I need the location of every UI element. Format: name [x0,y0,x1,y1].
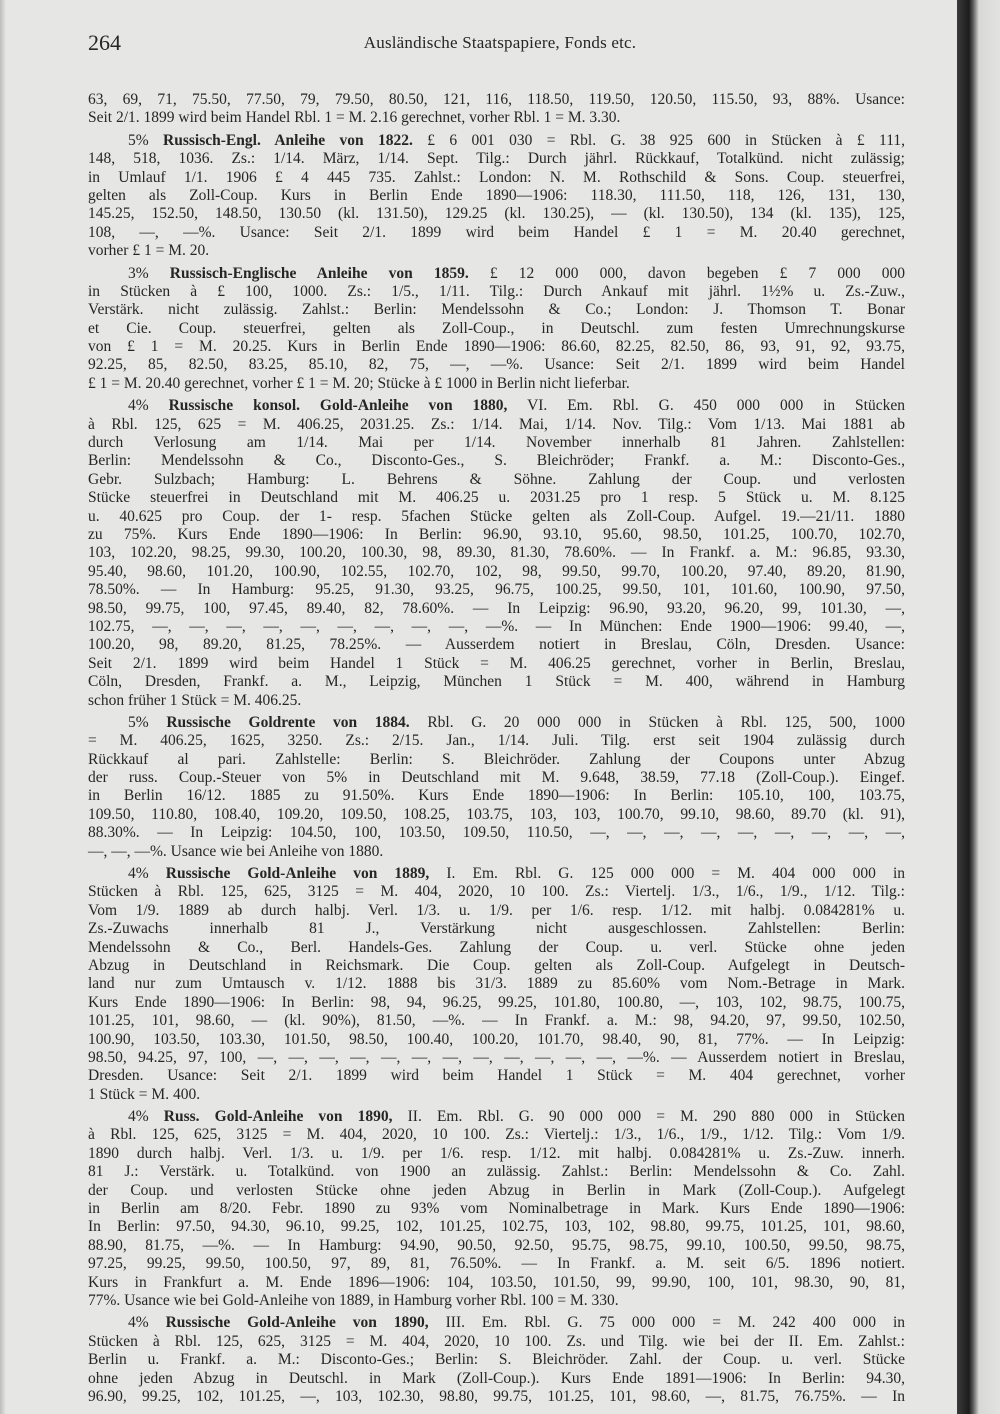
text-line [88,1163,905,1181]
line-text: II. Em. Rbl. G. 90 000 000 = M. 290 880 000 in Stücken [407,1108,905,1126]
line-text: in Berlin am 8/20. Febr. 1890 zu 93% vom Nominalbetrage in Mark. Kurs Ende 1890—1906: [88,1200,905,1218]
text-line [88,939,905,957]
line-text: in Stücken à £ 100, 1000. Zs.: 1/5., 1/11. Tilg.: Durch Ankauf mit jährl. 1½% u. Zs.-Zuw., [88,282,905,300]
text-line [88,1049,905,1067]
line-text: 1890 durch halbj. Verl. 1/3. u. 1/9. per 1/6. resp. 1/12. mit halbj. 0.084281% u. Zs.-Zuw. innerh. [88,1144,905,1162]
line-text: schon früher 1 Stück = M. 406.25. [88,691,302,709]
text-line [88,150,905,168]
line-text: ohne jeden Abzug in Deutschl. in Mark (Zoll-Coup.). Kurs Ende 1891—1906: In Berlin: 94.30, [88,1369,905,1387]
text-line [88,1370,905,1388]
line-text: VI. Em. Rbl. G. 450 000 000 in Stücken [527,397,905,415]
text-line [88,1333,905,1351]
text-line [88,618,905,636]
line-text: Stücken à Rbl. 125, 625, 3125 = M. 404, 2020, 10 100. Zs.: Viertelj. 1/3., 1/6., 1/9., 1/12. Tilg.: [88,883,905,901]
text-line [88,338,905,356]
line-text: £ 12 000 000, davon begeben £ 7 000 000 [489,264,905,282]
bond-title: Russische konsol. Gold-Anleihe von 1880, [168,397,508,415]
bond-entry [88,132,905,261]
line-text: 63, 69, 71, 75.50, 77.50, 79, 79.50, 80.50, 121, 116, 118.50, 119.50, 120.50, 115.50, 93, 88%. Usance: [88,91,905,108]
text-line [88,434,905,452]
text-line [88,320,905,338]
line-text: Abzug in Deutschland in Reichsmark. Die Coup. gelten als Zoll-Coup. Aufgelegt in Deutsch- [88,956,905,974]
text-line [88,132,905,150]
line-text: in Berlin 16/12. 1885 zu 91.50%. Kurs Ende 1890—1906: In Berlin: 105.10, 100, 103.75, [88,787,905,805]
line-text: 97.25, 99.25, 99.50, 100.50, 97, 89, 81, 76.50%. — In Frankf. a. M. seit 6/5. 1896 notiert. [88,1255,905,1273]
body-text [88,91,905,1406]
line-text: Berlin u. Frankf. a. M.: Disconto-Ges.; Berlin: S. Bleichröder. Zahl. der Coup. u. verl. Stücke [88,1351,905,1369]
line-text: Rückkauf al pari. Zahlstelle: Berlin: S. Bleichröder. Zahlung der Coupons unter Abzug [88,750,905,768]
line-text: 77%. Usance wie bei Gold-Anleihe von 1889, in Hamburg vorher Rbl. 100 = M. 330. [88,1292,619,1309]
text-line [88,1145,905,1163]
text-line [88,187,905,205]
bond-title: Russische Gold-Anleihe von 1889, [165,865,430,883]
line-text: 148, 518, 1036. Zs.: 1/14. März, 1/14. Sept. Tilg.: Durch jährl. Rückkauf, Totalkünd. nicht zulässig; [88,150,905,168]
line-text: 1 Stück = M. 400. [88,1085,201,1103]
running-title: Ausländische Staatspapiere, Fonds etc. [363,33,637,52]
line-text: in Umlauf 1/1. 1906 £ 4 445 735. Zahlst.: London: N. M. Rothschild & Sons. Coup. steuerfrei, [88,168,905,186]
text-line [88,1031,905,1049]
text-line [88,471,905,489]
line-text: Seit 2/1. 1899 wird beim Handel 1 Stück = M. 406.25 gerechnet, vorher in Berlin, Breslau, [88,654,905,672]
line-text: 103, 102.20, 98.25, 99.30, 100.20, 100.30, 98, 89.30, 81.30, 78.60%. — In Frankf. a. M.: 96.85, 93.30, [88,544,905,562]
text-line [88,865,905,883]
line-text: à Rbl. 125, 625, 3125 = M. 404, 2020, 10 100. Zs.: Viertelj.: 1/3., 1/6., 1/9., 1/12. Tilg.: Vom 1/9. [88,1126,905,1144]
text-line [88,508,905,526]
text-line [88,1086,905,1104]
line-text: Vom 1/9. 1889 ab durch halbj. Verl. 1/3. u. 1/9. per 1/6. resp. 1/12. mit halbj. 0.084281% u. [88,901,905,919]
text-line [88,375,905,393]
bond-title: Russische Gold-Anleihe von 1890, [165,1314,429,1332]
line-text: von £ 1 = M. 20.25. Kurs in Berlin Ende 1890—1906: 86.60, 82.25, 82.50, 86, 93, 91, 92, 93.75, [88,338,905,356]
text-line [88,1255,905,1273]
text-line [88,356,905,374]
bond-entry [88,1314,905,1406]
text-line [88,1218,905,1236]
text-line [88,224,905,242]
text-line [88,1314,905,1332]
line-text: land nur zum Umtausch v. 1/12. 1888 bis 31/3. 1889 zu 85.60% vom Nom.-Betrage in Mark. [88,975,905,993]
line-text: Rbl. G. 20 000 000 in Stücken à Rbl. 125, 500, 1000 [427,713,905,731]
bond-title: Russisch-Engl. Anleihe von 1822. [163,131,413,149]
line-text: zu 75%. Kurs Ende 1890—1906: In Berlin: 96.90, 93.10, 95.60, 98.50, 101.25, 100.70, 102.70, [88,525,905,543]
line-text: vorher £ 1 = M. 20. [88,242,210,260]
text-line [88,397,905,415]
text-line [88,902,905,920]
line-text: Cöln, Dresden, Frankf. a. M., Leipzig, München 1 Stück = M. 400, während in Hamburg [88,673,905,691]
interest-rate: 4% [128,1108,149,1126]
bond-title: Russisch-Englische Anleihe von 1859. [169,264,469,282]
text-line [88,806,905,824]
text-line [88,452,905,470]
text-line [88,957,905,975]
line-text: £ 1 = M. 20.40 gerechnet, vorher £ 1 = M. 20; Stücke à £ 1000 in Berlin nicht lieferbar. [88,374,630,392]
line-text: 145.25, 152.50, 148.50, 130.50 (kl. 131.50), 129.25 (kl. 130.25), — (kl. 130.50), 134 (kl. 135), 125, [88,205,905,223]
text-line [88,769,905,787]
text-line [88,843,905,861]
line-text: 108, —, —%. Usance: Seit 2/1. 1899 wird beim Handel £ 1 = M. 20.40 gerechnet, [88,223,905,241]
text-line [88,732,905,750]
bond-entry [88,397,905,710]
line-text: Stücke steuerfrei in Deutschland mit M. 406.25 u. 2031.25 pro 1 resp. 5 Stück u. M. 8.125 [88,489,905,507]
line-text: 98.50, 99.75, 100, 97.45, 89.40, 82, 78.60%. — In Leipzig: 96.90, 93.20, 96.20, 99, 101.30, —, [88,599,905,617]
text-line [88,416,905,434]
text-line [88,1200,905,1218]
text-line [88,1012,905,1030]
line-text: 102.75, —, —, —, —, —, —, —, —, —, —%. — In München: Ende 1900—1906: 99.40, —, [88,617,905,635]
line-text: Zs.-Zuwachs innerhalb 81 J., Verstärkung nicht ausgeschlossen. Zahlstellen: Berlin: [88,920,905,938]
line-text: 88.30%. — In Leipzig: 104.50, 100, 103.50, 109.50, 110.50, —, —, —, —, —, —, —, —, —, [88,824,905,842]
text-line [88,544,905,562]
scan-edge-left [0,0,6,1414]
text-line [88,692,905,710]
line-text: Berlin: Mendelssohn & Co., Disconto-Ges., S. Bleichröder; Frankf. a. M.: Disconto-Ges., [88,452,905,470]
text-line [88,526,905,544]
bond-entry [88,265,905,394]
line-text: 81 J.: Verstärk. u. Totalkünd. von 1900 an zulässig. Zahlst.: Berlin: Mendelssohn & Co. Zahl. [88,1163,905,1181]
text-line [88,1388,905,1406]
interest-rate: 5% [128,713,149,731]
text-line [88,109,905,127]
text-line [88,883,905,901]
text-line [88,563,905,581]
line-text: der russ. Coup.-Steuer von 5% in Deutschland mit M. 9.648, 38.59, 77.18 (Zoll-Coup.). Eingef. [88,769,905,787]
line-text: I. Em. Rbl. G. 125 000 000 = M. 404 000 000 in [446,865,905,883]
continued-paragraph [88,91,905,128]
line-text: der Coup. und verlosten Stücke ohne jeden Abzug in Berlin in Mark (Zoll-Coup.). Aufgelegt [88,1181,905,1199]
line-text: In Berlin: 97.50, 94.30, 96.10, 99.25, 102, 101.25, 102.75, 103, 102, 98.80, 99.75, 101.25, 101, 98.60, [88,1218,905,1236]
line-text: 78.50%. — In Hamburg: 95.25, 91.30, 93.25, 96.75, 100.25, 99.50, 101, 101.60, 100.90, 97.50, [88,581,905,599]
line-text: durch Verlosung am 1/14. Mai per 1/14. November innerhalb 81 Jahren. Zahlstellen: [88,434,905,452]
interest-rate: 4% [128,1314,149,1332]
text-line [88,1126,905,1144]
adjacent-page-edge [957,0,1000,1414]
line-text: Dresden. Usance: Seit 2/1. 1899 wird beim Handel 1 Stück = M. 404 gerechnet, vorher [88,1067,905,1085]
line-text: Stücken à Rbl. 125, 625, 3125 = M. 404, 2020, 10 100. Zs. und Tilg. wie bei der II. Em. Zahlst.: [88,1332,905,1350]
line-text: III. Em. Rbl. G. 75 000 000 = M. 242 400 000 in [445,1314,905,1332]
text-line [88,581,905,599]
line-text: Gebr. Sulzbach; Hamburg: L. Behrens & Söhne. Zahlung der Coup. und verlosten [88,470,905,488]
line-text: 100.90, 103.50, 103.30, 101.50, 98.50, 100.40, 100.20, 101.70, 98.40, 90, 81, 77%. — In Leipzig: [88,1030,905,1048]
line-text: 98.50, 94.25, 97, 100, —, —, —, —, —, —, —, —, —, —, —, —, —%. — Ausserdem notiert in Breslau, [88,1048,905,1066]
line-text: Kurs Ende 1890—1906: In Berlin: 98, 94, 96.25, 99.25, 101.80, 100.80, —, 103, 102, 98.75, 100.75, [88,993,905,1011]
line-text: Verstärk. nicht zulässig. Zahlst.: Berlin: Mendelssohn & Co.; London: J. Thomson T. Bonar [88,301,905,319]
text-line [88,1067,905,1085]
text-line [88,636,905,654]
interest-rate: 3% [128,264,149,282]
text-line [88,205,905,223]
text-line [88,655,905,673]
line-text: 101.25, 101, 98.60, — (kl. 90%), 81.50, —%. — In Frankf. a. M.: 98, 94.20, 97, 99.50, 102.50, [88,1012,905,1030]
text-line [88,283,905,301]
text-line [88,994,905,1012]
text-line [88,673,905,691]
line-text: 109.50, 110.80, 108.40, 109.20, 109.50, 108.25, 103.75, 103, 103, 100.70, 99.10, 98.60, 89.70 (kl. 91), [88,805,905,823]
text-line [88,1351,905,1369]
line-text: 88.90, 81.75, —%. — In Hamburg: 94.90, 90.50, 92.50, 95.75, 98.75, 99.10, 100.50, 99.50, 98.75, [88,1236,905,1254]
line-text: Mendelssohn & Co., Berl. Handels-Ges. Zahlung der Coup. u. verl. Stücke ohne jeden [88,938,905,956]
text-line [88,265,905,283]
interest-rate: 4% [128,397,149,415]
line-text: —, —, —%. Usance wie bei Anleihe von 1880. [88,842,384,860]
line-text: = M. 406.25, 1625, 3250. Zs.: 2/15. Jan., 1/14. Juli. Tilg. erst seit 1904 zulässig durch [88,732,905,750]
text-line [88,714,905,732]
text-line [88,301,905,319]
text-line [88,91,905,109]
text-line [88,1237,905,1255]
text-line [88,1274,905,1292]
line-text: u. 40.625 pro Coup. der 1- resp. 5fachen Stücke gelten als Zoll-Coup. Aufgel. 19.—21/11. 1880 [88,507,905,525]
line-text: £ 6 001 030 = Rbl. G. 38 925 600 in Stücken à £ 111, [427,131,905,149]
interest-rate: 5% [128,131,149,149]
text-line [88,1182,905,1200]
line-text: 96.90, 99.25, 102, 101.25, —, 103, 102.30, 98.80, 99.75, 101.25, 101, 98.60, —, 81.75, 76.75%. — In [88,1387,905,1405]
text-line [88,824,905,842]
bond-entry [88,714,905,861]
text-line [88,600,905,618]
line-text: Kurs in Frankfurt a. M. Ende 1896—1906: 104, 103.50, 101.50, 99, 99.90, 100, 101, 98.30, 90, 81, [88,1273,905,1291]
line-text: Seit 2/1. 1899 wird beim Handel Rbl. 1 = M. 2.16 gerechnet, vorher Rbl. 1 = M. 3.30. [88,109,621,127]
line-text: à Rbl. 125, 625 = M. 406.25, 2031.25. Zs.: 1/14. Mai, 1/14. Nov. Tilg.: Vom 1/13. Mai 1881 ab [88,415,905,433]
bond-entry [88,865,905,1104]
interest-rate: 4% [128,865,149,883]
line-text: et Cie. Coup. steuerfrei, gelten als Zoll-Coup., in Deutschl. zum festen Umrechnungskurse [88,319,905,337]
bond-title: Russ. Gold-Anleihe von 1890, [163,1108,393,1126]
line-text: 92.25, 85, 82.50, 83.25, 85.10, 82, 75, —, —%. Usance: Seit 2/1. 1899 wird beim Handel [88,356,905,374]
text-line [88,242,905,260]
text-line [88,1108,905,1126]
text-line [88,920,905,938]
text-line [88,787,905,805]
line-text: 100.20, 98, 89.20, 81.25, 78.25%. — Ausserdem notiert in Breslau, Cöln, Dresden. Usance: [88,636,905,654]
line-text: gelten als Zoll-Coup. Kurs in Berlin Ende 1890—1906: 118.30, 111.50, 118, 126, 131, 130, [88,186,905,204]
bond-title: Russische Goldrente von 1884. [166,713,410,731]
text-line [88,751,905,769]
text-line [88,1292,905,1310]
bond-entry [88,1108,905,1310]
page-number: 264 [88,30,121,55]
text-line [88,975,905,993]
text-line [88,169,905,187]
line-text: 95.40, 98.60, 101.20, 100.90, 102.55, 102.70, 102, 98, 99.50, 99.70, 100.20, 97.40, 89.20, 81.90, [88,562,905,580]
text-line [88,489,905,507]
